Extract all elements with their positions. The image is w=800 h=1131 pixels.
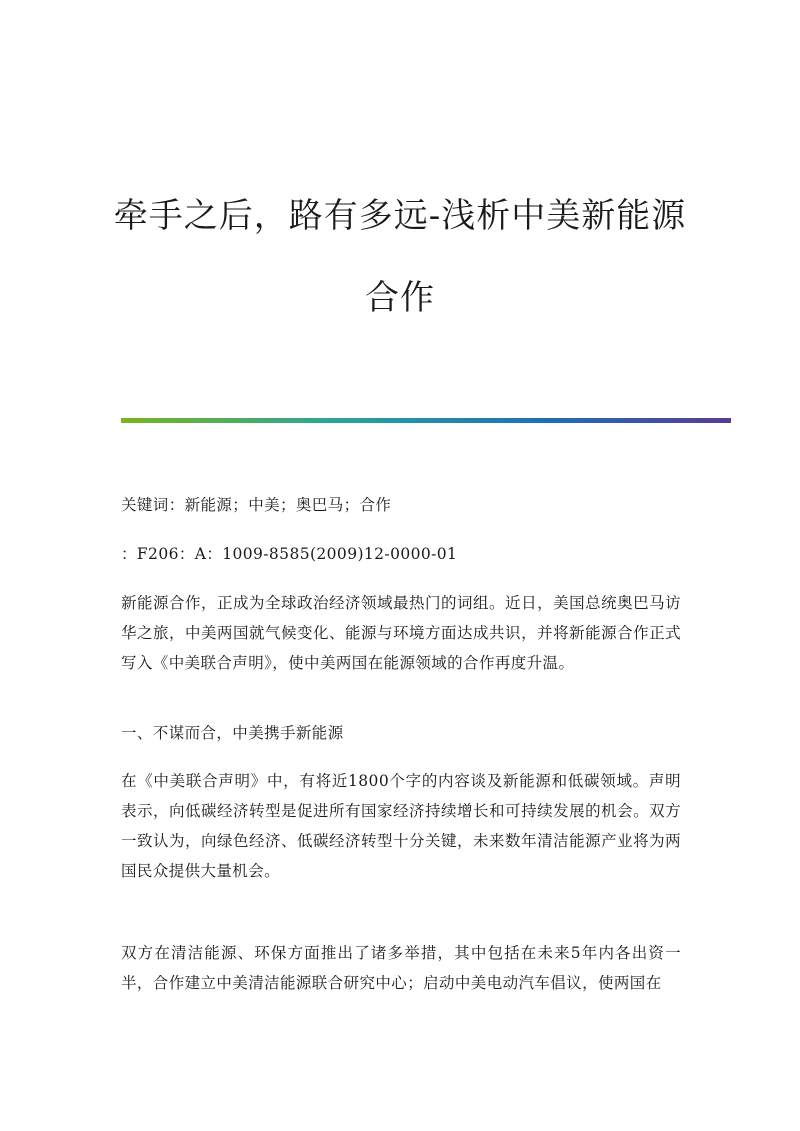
paragraph-measures: 双方在清洁能源、环保方面推出了诸多举措，其中包括在未来5年内各出资一半，合作建立中美清洁能源联合研究中心；启动中美电动汽车倡议，使两国在 [121,944,681,992]
gradient-divider [121,418,731,423]
keywords-line: 关键词：新能源；中美；奥巴马；合作 [121,496,392,514]
paragraph-joint-statement: 在《中美联合声明》中，有将近1800个字的内容谈及新能源和低碳领域。声明表示，向低碳经济转型是促进所有国家经济持续增长和可持续发展的机会。双方一致认为，向绿色经济、低碳经济转型十分关键，未来数年清洁能源产业将为两国民众提供大量机会。 [121,772,681,880]
section-heading-1: 一、不谋而合，中美携手新能源 [121,724,344,742]
classification-line: ：F206：A：1009-8585(2009)12-0000-01 [121,545,458,563]
document-title-line-2: 合作 [365,278,435,318]
document-title-line-1: 牵手之后，路有多远-浅析中美新能源 [113,196,687,236]
paragraph-intro: 新能源合作，正成为全球政治经济领域最热门的词组。近日，美国总统奥巴马访华之旅，中美两国就气候变化、能源与环境方面达成共识，并将新能源合作正式写入《中美联合声明》，使中美两国在能源领域的合作再度升温。 [121,594,681,672]
